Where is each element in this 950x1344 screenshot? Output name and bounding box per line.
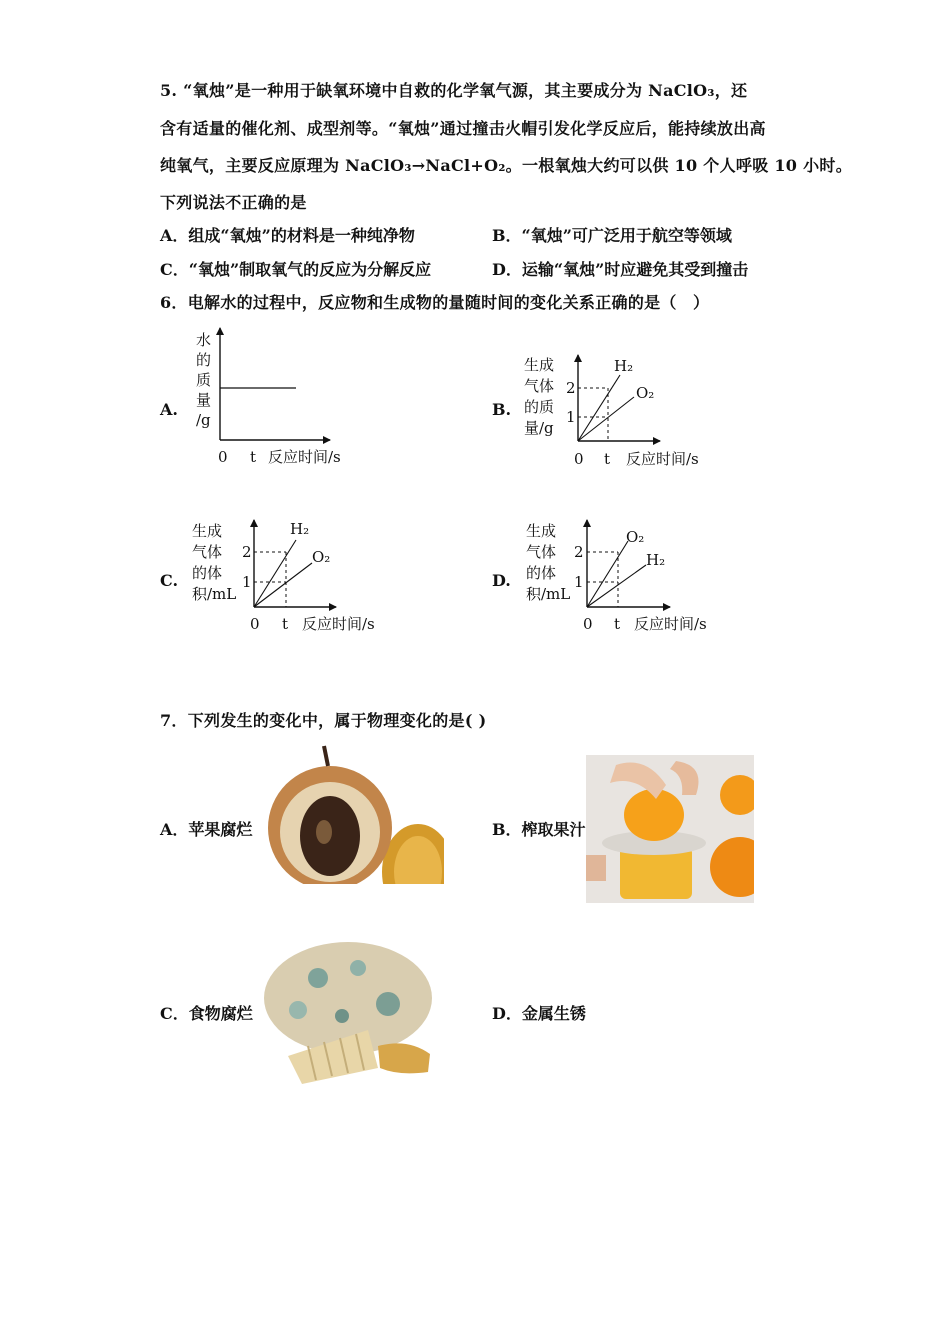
q5-option-c: C．“氧烛”制取氧气的反应为分解反应 [160,260,432,279]
graph-b-h2-line [578,375,620,441]
q7-option-c: C．食物腐烂 [160,1004,253,1023]
q5-line-4: 下列说法不正确的是 [160,193,307,212]
q6-label-d: D. [492,571,511,590]
graph-b-tick-2: 2 [566,379,576,397]
graph-c-ylabel-3: 的体 [192,564,223,582]
graph-d-o2-label: O₂ [626,528,645,546]
graph-a-ylabel-1: 水 [196,331,212,349]
q7-option-d: D．金属生锈 [492,1004,586,1023]
q6-label-b: B. [492,400,512,419]
graph-c-o2-line [254,563,312,607]
rotten-apple-image [258,744,444,884]
graph-d-h2-line [587,565,646,607]
graph-b-xlabel: 反应时间/s [626,450,699,468]
graph-d-origin: 0 [583,615,593,633]
graph-b-ylabel-1: 生成 [524,356,555,374]
graph-c-ylabel-1: 生成 [192,522,223,540]
graph-b-ylabel-3: 的质 [524,398,555,416]
q7-option-a: A．苹果腐烂 [160,820,253,839]
graph-c-xlabel: 反应时间/s [302,615,375,633]
juice-squeezing-image [586,755,754,903]
q6-stem: 6．电解水的过程中，反应物和生成物的量随时间的变化关系正确的是（ ） [160,293,710,312]
graph-c [192,520,375,633]
q5-option-d: D．运输“氧烛”时应避免其受到撞击 [492,260,749,279]
graph-d-ylabel-1: 生成 [526,522,557,540]
q5-option-a: A．组成“氧烛”的材料是一种纯净物 [160,226,415,245]
q6-label-a: A. [160,400,178,419]
graph-c-tick-1: 1 [242,573,252,591]
graph-d-h2-label: H₂ [646,551,666,569]
graph-a-ylabel-3: 质 [196,371,212,389]
graph-a-t: t [250,448,257,466]
graph-d-tick-2: 2 [574,543,584,561]
graph-d-ylabel-2: 气体 [526,543,557,561]
graph-a [196,328,341,466]
graph-c-ylabel-2: 气体 [192,543,223,561]
graph-c-h2-line [254,540,296,607]
graph-a-ylabel-5: /g [196,411,211,429]
graph-b-o2-line [578,397,634,441]
graph-a-ylabel-2: 的 [196,351,212,369]
graph-b-t: t [604,450,611,468]
graph-b-h2-label: H₂ [614,357,634,375]
graph-b [524,355,699,468]
graph-c-t: t [282,615,289,633]
graph-d-xlabel: 反应时间/s [634,615,707,633]
q7-option-b: B．榨取果汁 [492,820,586,839]
graph-b-origin: 0 [574,450,584,468]
graph-d-t: t [614,615,621,633]
graph-a-ylabel-4: 量 [196,391,212,409]
graph-d [526,520,707,633]
graph-a-xlabel: 反应时间/s [268,448,341,466]
graph-d-tick-1: 1 [574,573,584,591]
graph-b-tick-1: 1 [566,408,576,426]
q6-label-c: C. [160,571,179,590]
graph-d-ylabel-4: 积/mL [526,585,571,603]
q5-line-2: 含有适量的催化剂、成型剂等。“氧烛”通过撞击火帽引发化学反应后，能持续放出高 [160,119,766,138]
q7-stem: 7．下列发生的变化中，属于物理变化的是( ) [160,711,487,730]
q5-line-1: 5. “氧烛”是一种用于缺氧环境中自救的化学氧气源，其主要成分为 NaClO₃，还 [160,81,748,100]
graph-a-origin: 0 [218,448,228,466]
graph-b-ylabel-4: 量/g [524,419,554,437]
graph-c-ylabel-4: 积/mL [192,585,237,603]
graph-d-ylabel-3: 的体 [526,564,557,582]
q5-line-3: 纯氧气，主要反应原理为 NaClO₃→NaCl+O₂。一根氧烛大约可以供 10 个人呼吸 10 小时。 [160,156,852,175]
q5-option-b: B．“氧烛”可广泛用于航空等领域 [492,226,732,245]
graph-d-o2-line [587,541,628,607]
graph-b-o2-label: O₂ [636,384,655,402]
graph-c-h2-label: H₂ [290,520,310,538]
graph-c-origin: 0 [250,615,260,633]
graph-b-ylabel-2: 气体 [524,377,555,395]
graph-c-o2-label: O₂ [312,548,331,566]
moldy-bread-image [258,938,432,1088]
graph-c-tick-2: 2 [242,543,252,561]
